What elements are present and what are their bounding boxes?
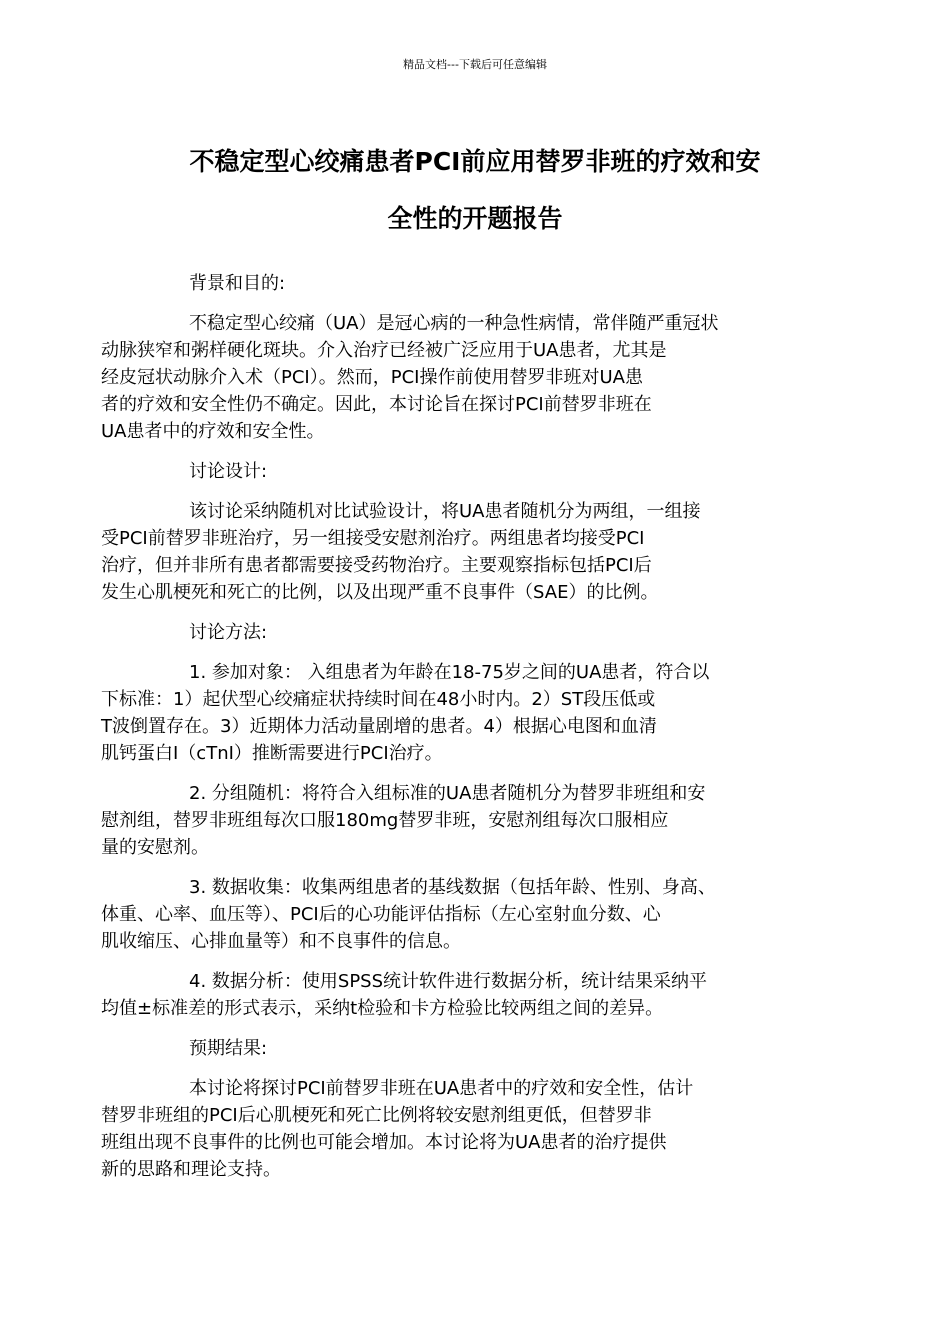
paragraph-line: 不稳定型心绞痛（UA）是冠心病的一种急性病情，常伴随严重冠状 bbox=[189, 313, 719, 334]
paragraph-line: UA患者中的疗效和安全性。 bbox=[101, 421, 325, 442]
paragraph-line: 1. 参加对象： 入组患者为年龄在18-75岁之间的UA患者，符合以 bbox=[189, 662, 710, 683]
paragraph-method-2 bbox=[101, 780, 810, 861]
paragraph-line: 均值±标准差的形式表示，采纳t检验和卡方检验比较两组之间的差异。 bbox=[101, 998, 664, 1019]
paragraph-line: 下标准：1）起伏型心绞痛症状持续时间在48小时内。2）ST段压低或 bbox=[101, 689, 656, 710]
header-note: 精品文档---下载后可任意编辑 bbox=[403, 58, 547, 71]
paragraph-line: 4. 数据分析：使用SPSS统计软件进行数据分析，统计结果采纳平 bbox=[189, 971, 708, 992]
paragraph-line: 肌钙蛋白I（cTnI）推断需要进行PCI治疗。 bbox=[101, 743, 443, 764]
document-title bbox=[140, 133, 810, 247]
section-heading-results: 预期结果: bbox=[189, 1038, 268, 1059]
document-body bbox=[101, 270, 810, 1196]
paragraph-design bbox=[101, 498, 810, 606]
paragraph-line: 发生心肌梗死和死亡的比例，以及出现严重不良事件（SAE）的比例。 bbox=[101, 582, 659, 603]
section-heading-design: 讨论设计: bbox=[189, 461, 268, 482]
paragraph-line: 者的疗效和安全性仍不确定。因此，本讨论旨在探讨PCI前替罗非班在 bbox=[101, 394, 652, 415]
paragraph-method-1 bbox=[101, 659, 810, 767]
paragraph-line: 体重、心率、血压等）、PCI后的心功能评估指标（左心室射血分数、心 bbox=[101, 904, 661, 925]
paragraph-line: 受PCI前替罗非班治疗，另一组接受安慰剂治疗。两组患者均接受PCI bbox=[101, 528, 645, 549]
paragraph-method-3 bbox=[101, 874, 810, 955]
title-line-1: 不稳定型心绞痛患者PCI前应用替罗非班的疗效和安 bbox=[189, 147, 761, 176]
paragraph-line: 肌收缩压、心排血量等）和不良事件的信息。 bbox=[101, 931, 461, 952]
paragraph-line: 本讨论将探讨PCI前替罗非班在UA患者中的疗效和安全性，估计 bbox=[189, 1078, 694, 1099]
paragraph-line: T波倒置存在。3）近期体力活动量剧增的患者。4）根据心电图和血清 bbox=[101, 716, 657, 737]
paragraph-line: 该讨论采纳随机对比试验设计，将UA患者随机分为两组，一组接 bbox=[189, 501, 701, 522]
paragraph-line: 治疗，但并非所有患者都需要接受药物治疗。主要观察指标包括PCI后 bbox=[101, 555, 652, 576]
paragraph-method-4 bbox=[101, 968, 810, 1022]
paragraph-line: 新的思路和理论支持。 bbox=[101, 1159, 281, 1180]
paragraph-line: 动脉狭窄和粥样硬化斑块。介入治疗已经被广泛应用于UA患者，尤其是 bbox=[101, 340, 667, 361]
paragraph-line: 3. 数据收集：收集两组患者的基线数据（包括年龄、性别、身高、 bbox=[189, 877, 716, 898]
paragraph-line: 经皮冠状动脉介入术（PCI）。然而，PCI操作前使用替罗非班对UA患 bbox=[101, 367, 643, 388]
paragraph-line: 替罗非班组的PCI后心肌梗死和死亡比例将较安慰剂组更低，但替罗非 bbox=[101, 1105, 652, 1126]
paragraph-line: 量的安慰剂。 bbox=[101, 837, 209, 858]
paragraph-results bbox=[101, 1075, 810, 1183]
title-line-2: 全性的开题报告 bbox=[387, 204, 563, 233]
paragraph-line: 慰剂组，替罗非班组每次口服180mg替罗非班，安慰剂组每次口服相应 bbox=[101, 810, 669, 831]
paragraph-line: 班组出现不良事件的比例也可能会增加。本讨论将为UA患者的治疗提供 bbox=[101, 1132, 667, 1153]
paragraph-line: 2. 分组随机：将符合入组标准的UA患者随机分为替罗非班组和安 bbox=[189, 783, 706, 804]
section-heading-background: 背景和目的: bbox=[189, 273, 286, 294]
section-heading-method: 讨论方法: bbox=[189, 622, 268, 643]
paragraph-background bbox=[101, 310, 810, 445]
